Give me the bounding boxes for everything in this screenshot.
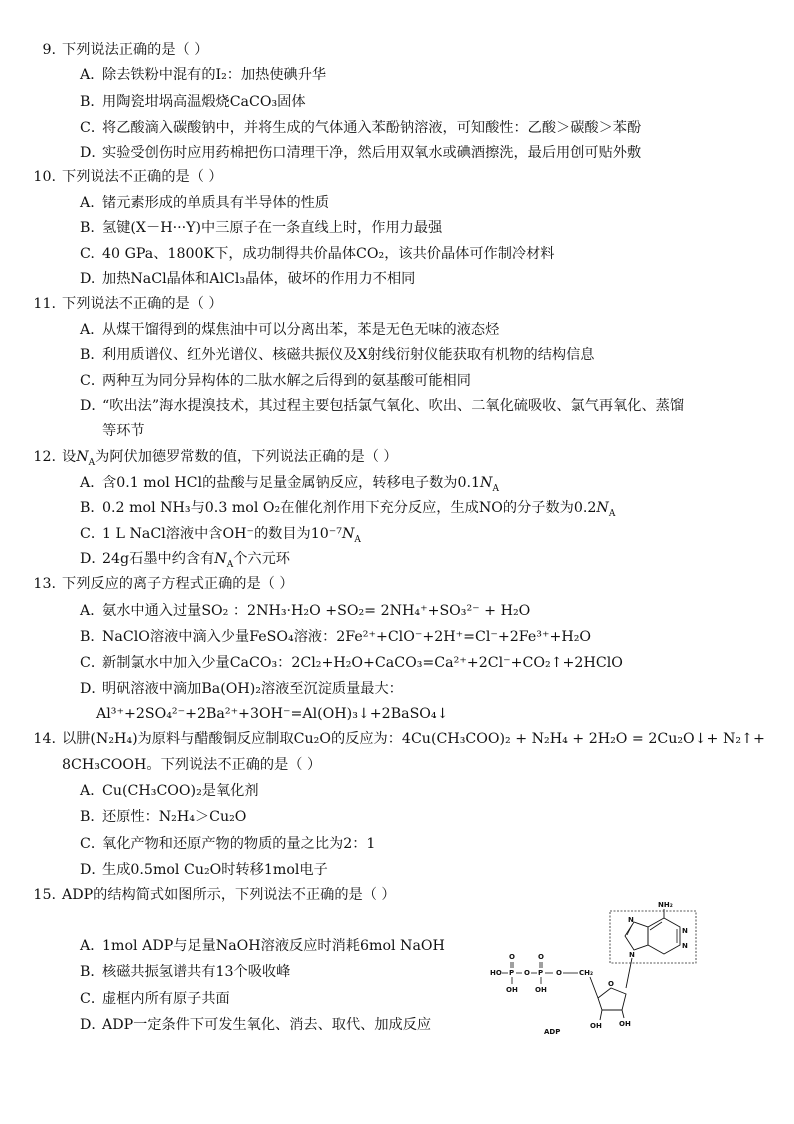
- n-label: N: [629, 951, 635, 959]
- q13-option-b: B．NaClO溶液中滴入少量FeSO₄溶液：2Fe²⁺+ClO⁻+2H⁺=Cl⁻+2Fe³⁺+H₂O: [80, 629, 592, 645]
- ho-label: HO: [490, 969, 502, 977]
- nh2-label: NH₂: [658, 901, 673, 909]
- q12-option-c: C．1 L NaCl溶液中含OH⁻的数目为$10^{-7}N_A$: [80, 526, 361, 545]
- q9-option-b: B．用陶瓷坩埚高温煅烧CaCO₃固体: [80, 94, 306, 110]
- question-9: [22, 42, 782, 58]
- q14-option-a: A．Cu(CH₃COO)₂是氧化剂: [80, 783, 259, 799]
- dashed-box: [610, 911, 696, 963]
- q10-option-d: D. 加热NaCl晶体和AlCl₃晶体，破坏的作用力不相同: [80, 271, 416, 287]
- question-stem: 下列说法正确的是（ ）: [62, 42, 209, 58]
- five-ring: [625, 922, 648, 950]
- q15-option-a: A．1mol ADP与足量NaOH溶液反应时消耗6mol NaOH: [80, 938, 445, 954]
- adp-structure-figure: [486, 896, 708, 1046]
- adp-structure-diagram: [486, 896, 708, 1046]
- n-label: N: [628, 916, 634, 924]
- q12-option-a: A．含0.1 mol HCl的盐酸与足量金属钠反应，转移电子数为$0.1N_A$: [80, 475, 499, 494]
- question-15: 15. ADP的结构简式如图所示，下列说法不正确的是（ ）: [33, 887, 396, 903]
- q13-equation: Al³⁺+2SO₄²⁻+2Ba²⁺+3OH⁻=Al(OH)₃↓+2BaSO₄↓: [96, 706, 449, 722]
- oh-label: OH: [590, 1022, 602, 1030]
- q10-option-a: A. 锗元素形成的单质具有半导体的性质: [80, 195, 330, 211]
- q15-option-d: D．ADP一定条件下可发生氧化、消去、取代、加成反应: [80, 1017, 432, 1033]
- question-11: 11. 下列说法不正确的是（ ）: [33, 296, 223, 312]
- oh-label: OH: [619, 1020, 631, 1028]
- p-label: P: [538, 969, 544, 977]
- q9-option-d: D．实验受创伤时应用药棉把伤口清理干净，然后用双氧水或碘酒擦洗，最后用创可贴外敷: [80, 145, 642, 161]
- ribose-ring: [598, 988, 626, 1010]
- bond: [590, 977, 598, 998]
- o-label: O: [524, 969, 530, 977]
- q11-option-a: A．从煤干馏得到的煤焦油中可以分离出苯，苯是无色无味的液态烃: [80, 322, 500, 338]
- q13-option-d: D．明矾溶液中滴加Ba(OH)₂溶液至沉淀质量最大：: [80, 681, 403, 697]
- ch2-label: CH₂: [579, 969, 594, 977]
- o-label: O: [556, 969, 562, 977]
- question-12: 12. 设$N_A$为阿伏加德罗常数的值，下列说法正确的是（ ）: [33, 449, 398, 468]
- o-label: O: [509, 953, 515, 961]
- q13-option-c: C．新制氯水中加入少量CaCO₃：2Cl₂+H₂O+CaCO₃=Ca²⁺+2Cl⁻+CO₂↑+2HClO: [80, 655, 623, 671]
- glycosidic-bond: [626, 958, 632, 988]
- q10-option-c: C. 40 GPa、1800K下，成功制得共价晶体CO₂，该共价晶体可作制冷材料: [80, 246, 555, 262]
- q14-option-c: C．氧化产物和还原产物的物质的量之比为2：1: [80, 836, 376, 852]
- q10-option-b: B. 氢键(X－H···Y)中三原子在一条直线上时，作用力最强: [80, 220, 443, 236]
- q13-option-a: A．氨水中通入过量SO₂ ：2NH₃·H₂O +SO₂= 2NH₄⁺+SO₃²⁻ + H₂O: [80, 603, 531, 619]
- q9-option-c: C．将乙酸滴入碳酸钠中，并将生成的气体通入苯酚钠溶液，可知酸性：乙酸＞碳酸＞苯酚: [80, 120, 642, 136]
- oh-label: OH: [506, 986, 518, 994]
- q15-option-c: C．虚框内所有原子共面: [80, 991, 230, 1007]
- q11-option-c: C．两种互为同分异构体的二肽水解之后得到的氨基酸可能相同: [80, 373, 471, 389]
- question-number: 9.: [42, 42, 56, 58]
- n-label: N: [682, 927, 688, 935]
- p-label: P: [509, 969, 515, 977]
- question-14: 14. 以肼(N₂H₄)为原料与醋酸铜反应制取Cu₂O的反应为：4Cu(CH₃COO)₂ + N₂H₄ + 2H₂O = 2Cu₂O↓+ N₂↑+: [33, 731, 765, 747]
- bond: [600, 1010, 602, 1020]
- o-label: O: [538, 953, 544, 961]
- q12-option-b: B．0.2 mol NH₃与0.3 mol O₂在催化剂作用下充分反应，生成NO的分子数为$0.2N_A$: [80, 500, 616, 519]
- oh-label: OH: [535, 986, 547, 994]
- q11-option-d-continuation: 等环节: [102, 423, 145, 439]
- question-10: 10. 下列说法不正确的是（ ）: [33, 169, 223, 185]
- q11-option-b: B．利用质谱仪、红外光谱仪、核磁共振仪及X射线衍射仪能获取有机物的结构信息: [80, 347, 595, 363]
- figure-caption: ADP: [544, 1028, 561, 1036]
- q11-option-d: D．“吹出法”海水提溴技术，其过程主要包括氯气氧化、吹出、二氧化硫吸收、氯气再氧化、蒸馏: [80, 398, 685, 414]
- n-label: N: [682, 942, 688, 950]
- double-bond: [627, 925, 632, 935]
- question-14-stem-continued: 8CH₃COOH。下列说法不正确的是（ ）: [62, 757, 322, 773]
- q14-option-b: B．还原性：N₂H₄＞Cu₂O: [80, 809, 247, 825]
- o-label: O: [608, 980, 614, 988]
- q9-option-a: A．除去铁粉中混有的I₂：加热使碘升华: [80, 67, 327, 83]
- q14-option-d: D．生成0.5mol Cu₂O时转移1mol电子: [80, 862, 328, 878]
- q15-option-b: B．核磁共振氢谱共有13个吸收峰: [80, 964, 291, 980]
- bond: [622, 1010, 624, 1018]
- six-ring: [648, 918, 680, 954]
- q12-option-d: D．24g石墨中约含有$N_A$个六元环: [80, 551, 290, 570]
- double-bond: [650, 922, 662, 930]
- question-13: 13. 下列反应的离子方程式正确的是（ ）: [33, 576, 294, 592]
